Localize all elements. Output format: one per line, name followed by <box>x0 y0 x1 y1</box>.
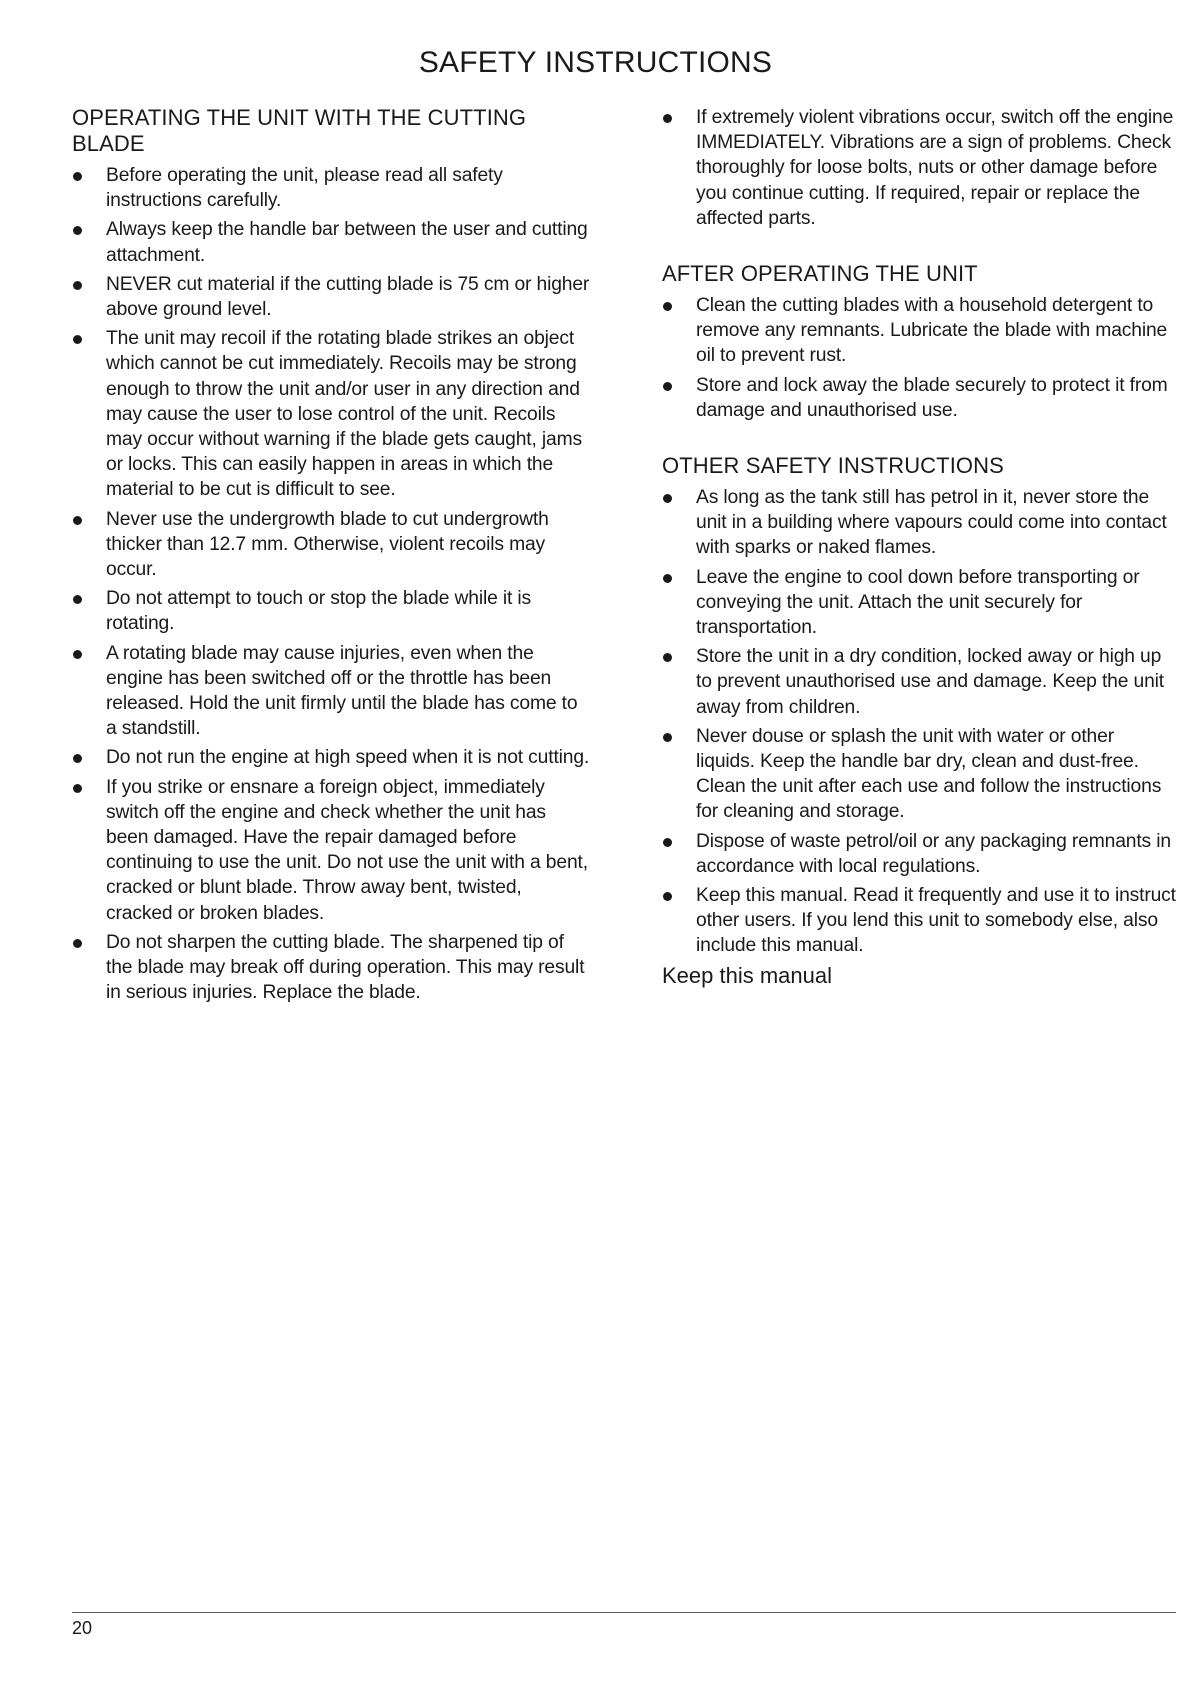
list-item: Dispose of waste petrol/oil or any packaging remnants in accordance with local regulations. <box>662 829 1176 879</box>
page-number: 20 <box>72 1618 93 1638</box>
page-title: SAFETY INSTRUCTIONS <box>418 46 773 79</box>
keep-manual-note: Keep this manual <box>662 962 832 988</box>
bullet-icon <box>73 226 82 235</box>
list-item: Never douse or splash the unit with water or other liquids. Keep the handle bar dry, clean and dust-free. Clean the unit after each use and follow the instructions for cleaning and storage. <box>662 724 1176 825</box>
right-column <box>662 105 1176 989</box>
footer-divider <box>72 1612 1176 1613</box>
list-item: Do not attempt to touch or stop the blade while it is rotating. <box>72 586 592 636</box>
bullet-icon <box>73 335 82 344</box>
bullet-icon <box>663 892 672 901</box>
bullet-icon <box>73 281 82 290</box>
list-item: The unit may recoil if the rotating blade strikes an object which cannot be cut immediately. Recoils may be strong enough to throw the unit and/or user in any direction and may cause the user to lose control of the unit. Recoils may occur without warning if the blade gets caught, jams or locks. This can easily happen in areas in which the material to be cut is difficult to see. <box>72 326 592 502</box>
section-heading-other-safety: OTHER SAFETY INSTRUCTIONS <box>662 453 1004 479</box>
list-item: As long as the tank still has petrol in it, never store the unit in a building where vapours could come into contact with sparks or naked flames. <box>662 485 1176 561</box>
continued-list <box>662 105 1176 231</box>
operating-blade-list <box>72 163 592 1006</box>
bullet-icon <box>73 754 82 763</box>
bullet-icon <box>663 733 672 742</box>
bullet-icon <box>73 516 82 525</box>
list-item: Keep this manual. Read it frequently and use it to instruct other users. If you lend this unit to somebody else, also include this manual. <box>662 883 1176 959</box>
list-item: Do not sharpen the cutting blade. The sharpened tip of the blade may break off during operation. This may result in serious injuries. Replace the blade. <box>72 930 592 1006</box>
bullet-icon <box>663 653 672 662</box>
bullet-icon <box>663 114 672 123</box>
list-item: Clean the cutting blades with a household detergent to remove any remnants. Lubricate the blade with machine oil to prevent rust. <box>662 293 1176 369</box>
bullet-icon <box>663 302 672 311</box>
list-item: Store and lock away the blade securely to protect it from damage and unauthorised use. <box>662 373 1176 423</box>
list-item: NEVER cut material if the cutting blade is 75 cm or higher above ground level. <box>72 272 592 322</box>
list-item: A rotating blade may cause injuries, even when the engine has been switched off or the throttle has been released. Hold the unit firmly until the blade has come to a standstill. <box>72 641 592 742</box>
bullet-icon <box>73 595 82 604</box>
left-column <box>72 105 592 1010</box>
bullet-icon <box>663 494 672 503</box>
list-item: If extremely violent vibrations occur, switch off the engine IMMEDIATELY. Vibrations are a sign of problems. Check thoroughly for loose bolts, nuts or other damage before you continue cutting. If required, repair or replace the affected parts. <box>662 105 1176 231</box>
bullet-icon <box>73 172 82 181</box>
bullet-icon <box>73 650 82 659</box>
bullet-icon <box>73 939 82 948</box>
other-safety-list <box>662 485 1176 959</box>
list-item: Always keep the handle bar between the user and cutting attachment. <box>72 217 592 267</box>
list-item: Leave the engine to cool down before transporting or conveying the unit. Attach the unit securely for transportation. <box>662 565 1176 641</box>
list-item: Before operating the unit, please read all safety instructions carefully. <box>72 163 592 213</box>
section-heading-after-operating: AFTER OPERATING THE UNIT <box>662 261 978 287</box>
list-item: If you strike or ensnare a foreign object, immediately switch off the engine and check whether the unit has been damaged. Have the repair damaged before continuing to use the unit. Do not use the unit with a bent, cracked or blunt blade. Throw away bent, twisted, cracked or broken blades. <box>72 775 592 926</box>
bullet-icon <box>663 838 672 847</box>
list-item: Store the unit in a dry condition, locked away or high up to prevent unauthorised use and damage. Keep the unit away from children. <box>662 644 1176 720</box>
section-heading-operating-blade: OPERATING THE UNIT WITH THE CUTTING BLADE <box>72 105 527 156</box>
bullet-icon <box>663 382 672 391</box>
bullet-icon <box>663 574 672 583</box>
list-item: Do not run the engine at high speed when it is not cutting. <box>72 745 592 770</box>
bullet-icon <box>73 784 82 793</box>
list-item: Never use the undergrowth blade to cut undergrowth thicker than 12.7 mm. Otherwise, violent recoils may occur. <box>72 507 592 583</box>
after-operating-list <box>662 293 1176 423</box>
